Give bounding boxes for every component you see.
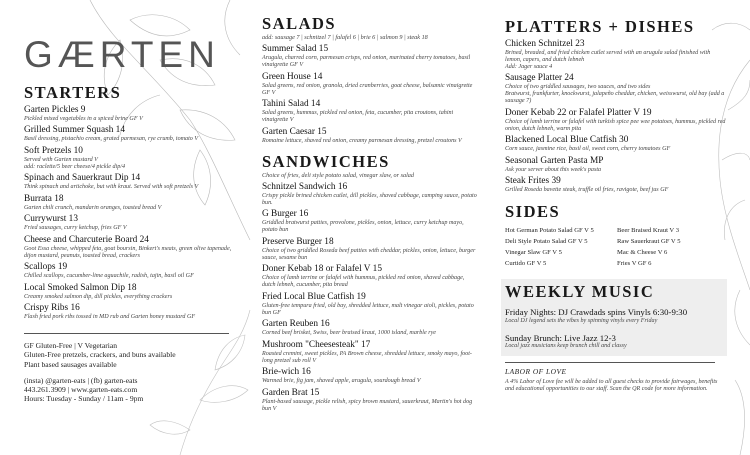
menu-item-description: Pickled mixed vegetables in a spiced brine GF V [24,115,143,122]
salads-list [262,44,477,145]
menu-item [262,237,477,262]
menu-item [262,319,477,337]
sandwiches-heading: SANDWICHES [262,151,390,171]
menu-item-name: Green House 14 [262,71,323,82]
menu-item-description: Brined, breaded, and fried chicken cutlet served with an arugula salad finished with lemon, capers, and dutch lebneh Add: Jager sauce 4 [505,49,711,70]
menu-item-description: Goot Essa cheese, whipped feta, goat boursin, Binkert's meats, green olive tapenade, dijon mustard, peanuts, toasted bread, crackers [24,245,232,259]
legend-line: Gluten-Free pretzels, crackers, and buns available [24,350,176,360]
menu-item [262,99,477,124]
side-item: Curtido GF V 5 [505,260,547,267]
menu-item-description: Choice of two griddled sausages, two sauces, and two sides Bratwurst, frankfurter, knockwurst, jalapeño cheddar, chicken, weisswurst, old bay (add a sausage 7) [505,84,725,104]
menu-item-name: Garten Pickles 9 [24,104,86,115]
menu-item-description: Creamy smoked salmon dip, dill pickles, everything crackers [24,293,173,300]
music-event [505,333,723,351]
platters-sides-music-column [505,18,727,393]
menu-item [24,146,239,171]
menu-item-description: Chilled scallops, cucumber-lime aguachile, radish, tajin, basil oil GF [24,273,194,279]
menu-item-description: Griddled bratwurst patties, provolone, pickles, onion, lettuce, curry ketchup mayo, potato bun [262,220,464,233]
menu-item-name: Currywurst 13 [24,214,78,224]
menu-item [262,388,477,413]
labor-of-love-desc: A 4% Labor of Love fee will be added to all guest checks to provide fairwages, benefits and educational opportunities to our staff. Scan the QR code for more information. [505,379,718,393]
menu-item-name: Tahini Salad 14 [262,99,321,109]
menu-item [505,156,727,174]
salads-heading: SALADS [262,14,337,33]
sides-heading: SIDES [505,202,561,221]
salads-addons: add: sausage 7 | schnitzel 7 | falafel 6 | brie 6 | salmon 9 | steak 18 [262,34,428,41]
menu-item-description: Grilled Roseda bavette steak, truffle oil fries, ravigote, beef jus GF [505,187,669,193]
menu-item-name: Garden Brat 15 [262,387,320,398]
menu-item-description: Choice of lamb terrine or falafel with turkish spice pee wee potatoes, hummus, pickled red onion, dutch lebneh, warm pita [505,118,726,132]
menu-item-name: Scallops 19 [24,262,68,272]
menu-item-name: Chicken Schnitzel 23 [505,38,585,49]
menu-item [24,173,239,191]
side-item: Raw Sauerkraut GF V 5 [617,238,681,245]
music-event-desc: Local jazz musicians keep brunch chill and classy [505,343,627,349]
starters-list [24,105,239,322]
menu-item [262,264,477,289]
menu-item-name: Doner Kebab 18 or Falafel V 15 [262,264,382,274]
menu-item-name: Sausage Platter 24 [505,73,574,83]
brand-logo: GÆRTEN [24,34,220,75]
menu-item [24,194,239,212]
menu-item [24,283,239,301]
menu-item-name: Crispy Ribs 16 [24,303,80,313]
music-event [505,307,723,325]
divider [24,333,229,334]
menu-item-description: Crispy pickle brined chicken cutlet, dill pickles, shaved cabbage, camping sauce, potato bun. [262,192,477,206]
menu-item-name: Spinach and Sauerkraut Dip 14 [24,173,141,183]
menu-item-name: Grilled Summer Squash 14 [24,125,125,135]
menu-item-description: Basil dressing, pistachio cream, grated parmesan, rye crumb, tomato V [24,136,199,142]
menu-item [24,303,239,321]
menu-item [24,262,239,280]
menu-item-name: G Burger 16 [262,209,309,219]
menu-item-description: Salad greens, red onion, granola, dried cranberries, goat cheese, balsamic vinaigrette GF V [262,82,473,96]
side-item: Deli Style Potato Salad GF V 5 [505,238,588,245]
menu-item [505,135,727,153]
menu-item-name: Mushroom "Cheesesteak" 17 [262,339,371,350]
music-heading: WEEKLY MUSIC [505,282,655,301]
menu-item-name: Brie-wich 16 [262,367,311,377]
menu-item-description: Garten chili crunch, mandarin oranges, toasted bread V [24,204,162,211]
menu-item [505,176,727,194]
menu-item-description: Warmed brie, fig jam, shaved apple, arugula, sourdough bread V [262,378,421,384]
menu-item-description: Corned beef brisket, Swiss, beer braised kraut, 1000 island, marble rye [262,330,436,336]
menu-item [262,44,477,69]
menu-item-description: Think spinach and artichoke, but with kraut. Served with soft pretzels V [24,184,199,190]
menu-item-name: Cheese and Charcuterie Board 24 [24,234,149,245]
menu-item-description: Served with Garten mustard V add: raclette/5 beer cheese/4 pickle dip/4 [24,156,126,170]
menu-item [24,214,239,232]
dietary-legend [24,341,239,369]
menu-item-description: Arugula, charred corn, parmesan crisps, red onion, marinated cherry tomatoes, basil vinaigrette GF V [262,55,471,68]
menu-item [262,127,477,145]
legend-line: Plant based sausages available [24,359,117,369]
legend-line: GF Gluten-Free | V Vegetarian [24,341,118,350]
hours: Hours: Tuesday - Sunday / 11am - 9pm [24,394,144,404]
sandwiches-list [262,182,477,413]
menu-item-name: Local Smoked Salmon Dip 18 [24,282,137,293]
side-item: Mac & Cheese V 6 [617,249,668,256]
sandwiches-sides-note: Choice of fries, deli style potato salad, vinegar slaw, or salad [262,171,414,179]
menu-item-description: Flash fried pork ribs tossed in MD rub and Garten honey mustard GF [24,314,196,320]
starters-heading: STARTERS [24,83,122,102]
labor-of-love [505,367,727,393]
social-handles: (insta) @garten-eats | (fb) garten-eats [24,375,138,385]
menu-item-name: Soft Pretzels 10 [24,145,83,156]
menu-item-name: Burrata 18 [24,193,64,204]
menu-item-description: Gluten-free tempura fried, old bay, shredded lettuce, malt vinegar aioli, pickles, potato bun GF [262,302,474,316]
menu-item-name: Schnitzel Sandwich 16 [262,181,348,192]
starters-column [24,84,239,404]
menu-item [24,125,239,143]
side-item: Fries V GF 6 [617,260,652,267]
divider [505,362,715,363]
menu-item [262,72,477,97]
menu-item-description: Romaine lettuce, shaved red onion, creamy parmesan dressing, pretzel croutons V [262,137,462,144]
menu-item-name: Steak Frites 39 [505,176,561,186]
menu-item-description: Plant-based sausage, pickle relish, spicy brown mustard, sauerkraut, Martin's hot dog bun V [262,398,473,412]
menu-item-name: Garten Caesar 15 [262,126,327,137]
labor-of-love-title: LABOR OF LOVE [505,367,567,376]
platters-list [505,39,727,195]
menu-item-name: Summer Salad 15 [262,44,329,54]
menu-item-description: Corn sauce, jasmine rice, basil oil, sweet corn, cherry tomatoes GF [505,146,671,152]
side-item: Vinegar Slaw GF V 5 [505,249,562,256]
menu-item-description: Ask your server about this week's pasta [505,166,602,173]
salads-sandwiches-column [262,15,477,413]
menu-item-description: Fried sausages, curry ketchup, fries GF V [24,225,127,231]
menu-item-description: Salad greens, hummus, pickled red onion, feta, cucumber, pita croutons, tahini vinaigrette V [262,110,454,123]
menu-item-description: Roasted cremini, sweet pickles, PA Brown cheese, shredded lettuce, smoky mayo, foot-long pretzel sub roll V [262,350,472,364]
menu-item [262,182,477,207]
menu-item-name: Blackened Local Blue Catfish 30 [505,135,629,145]
menu-item [24,235,239,260]
menu-item [262,367,477,385]
music-event-title: Friday Nights: DJ Crawdads spins Vinyls 6:30-9:30 [505,307,688,317]
weekly-music-box [501,279,727,356]
menu-item [505,108,727,133]
menu-item [505,73,727,105]
platters-heading: PLATTERS + DISHES [505,17,695,36]
music-event-title: Sunday Brunch: Live Jazz 12-3 [505,332,616,343]
menu-item [262,340,477,365]
menu-item [262,209,477,234]
contact-info [24,376,239,404]
menu-item-description: Choice of lamb terrine or falafel with hummus, pickled red onion, shaved cabbage, dutch lebneh, cucumber, pita bread [262,275,465,288]
menu-item-name: Preserve Burger 18 [262,236,334,247]
menu-item-name: Seasonal Garten Pasta MP [505,155,604,166]
side-item: Beer Braised Kraut V 3 [617,227,680,234]
side-item: Hot German Potato Salad GF V 5 [505,227,594,234]
menu-item-description: Choice of two griddled Roseda beef patties with cheddar, pickles, onion, lettuce, burger sauce, sesame bun [262,247,476,261]
phone-website: 443.261.3909 | www.garten-eats.com [24,385,138,395]
menu-item [24,105,239,123]
menu-item-name: Garten Reuben 16 [262,319,330,329]
menu-item [505,39,727,71]
music-event-desc: Local DJ legend sets the vibes by spinning vinyls every Friday [505,317,658,324]
sides-list [505,225,727,269]
menu-item-name: Doner Kebab 22 or Falafel Platter V 19 [505,107,652,118]
menu-item-name: Fried Local Blue Catfish 19 [262,291,366,302]
menu-item [262,292,477,317]
